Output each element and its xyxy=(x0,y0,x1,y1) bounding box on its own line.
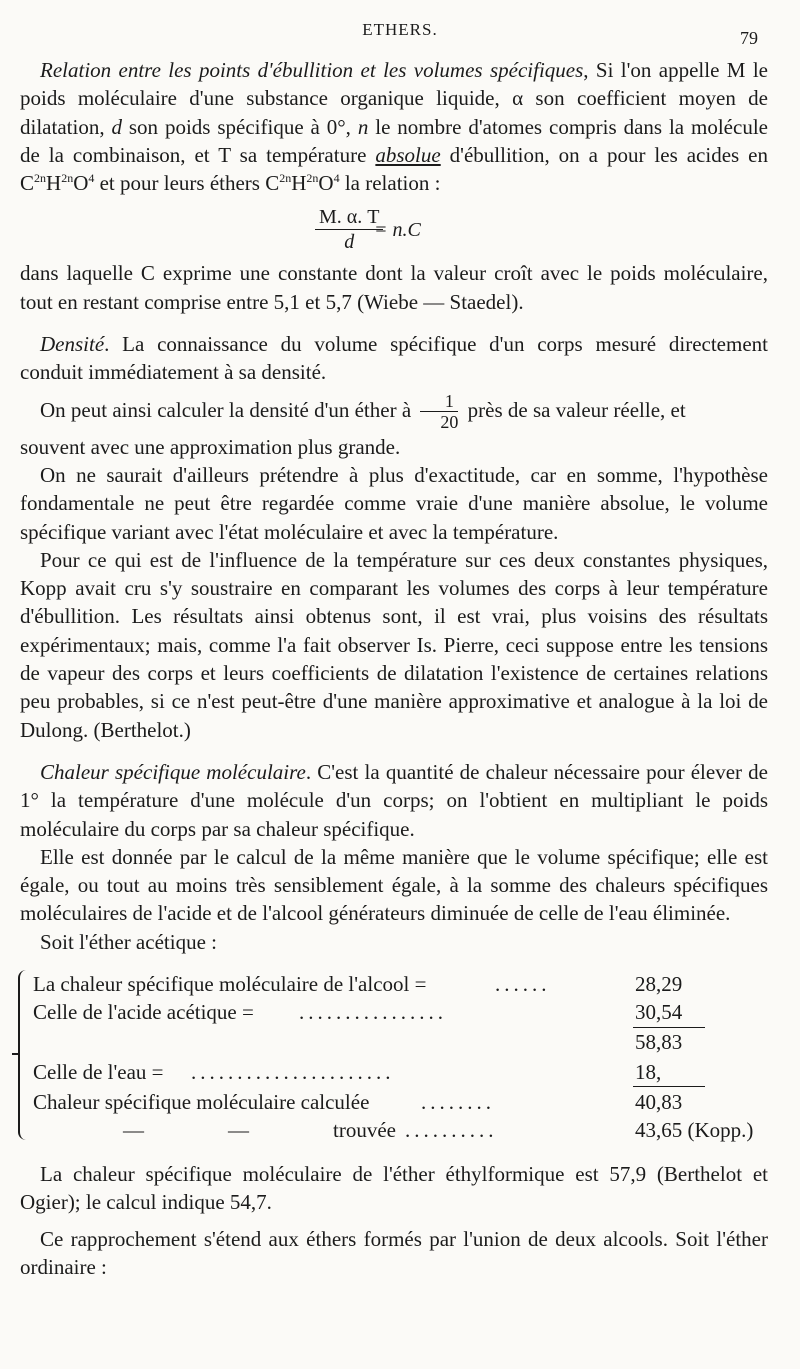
ditto-dash: — xyxy=(228,1118,249,1143)
paragraph-rapprochement: Ce rapprochement s'étend aux éthers formés par l'union de deux alcools. Soit l'éther ordinaire : xyxy=(20,1226,768,1279)
section-title-densite: Densité xyxy=(40,332,105,357)
heat-table xyxy=(20,966,768,1146)
paragraph-ethylformique: La chaleur spécifique moléculaire de l'éther éthylformique est 57,9 (Berthelot et Ogier); le calcul indique 54,7. xyxy=(20,1162,768,1215)
page-header xyxy=(0,20,800,46)
table-row: Chaleur spécifique moléculaire calculée ........ 40,83 xyxy=(33,1090,683,1115)
formula-denominator: d xyxy=(344,231,355,254)
table-row: 58,83 xyxy=(635,1030,683,1055)
paragraph-calcul-chaleur: Elle est donnée par le calcul de la même manière que le volume spécifique; elle est égale, ou tout au moins très sensiblement égale, à la somme des chaleurs spécifiques moléculaires de l'acide et de l'alcool générateurs diminuée de celle de l'eau éliminée. xyxy=(20,844,768,926)
table-row: Celle de l'eau = ...................... 18, xyxy=(33,1060,662,1085)
page-number: 79 xyxy=(740,28,758,48)
brace-tip xyxy=(12,1053,18,1055)
paragraph-calcul-densite: On peut ainsi calculer la densité d'un éther à $\frac{1}{20}$ près de sa valeur réelle, et xyxy=(40,391,686,433)
paragraph-kopp: Pour ce qui est de l'influence de la température sur ces deux constantes physiques, Kopp avait cru s'y soustraire en comparant les volumes des corps à leur température d'ébullition. Les résultats ainsi obtenus sont, il est vrai, plus voisins des résultats expérimentaux; mais, comme l'a fait observer Is. Pierre, ceci suppose entre les tensions de vapeur des corps et leurs coefficients de dilatation l'existence de certaines relations peu probables, si ce n'est peut-être d'une manière approximative et analogue à la loi de Dulong. (Berthelot.) xyxy=(20,547,768,742)
paragraph-relation: Relation entre les points d'ébullition et les volumes spécifiques, Si l'on appelle M le poids moléculaire d'une substance organique liquide, α son coefficient moyen de dilatation, d son poids spécifique à 0°, n le nombre d'atomes compris dans la molécule de la combinaison, et T sa température absolue d'ébullition, on a pour les acides en $C^{2n}H^{2n}O^4$ et pour leurs éthers $C^{2n}H^{2n}O^4$ la relation : xyxy=(20,58,768,196)
paragraph-calcul-continuation: souvent avec une approximation plus grande. xyxy=(20,434,401,459)
sum-line xyxy=(633,1086,705,1087)
paragraph-densite: Densité. La connaissance du volume spécifique d'un corps mesuré directement conduit immédiatement à sa densité. xyxy=(20,332,768,385)
paragraph-exactitude: On ne saurait d'ailleurs prétendre à plus d'exactitude, car en somme, l'hypothèse fondamentale ne peut être regardée comme vraie d'une manière absolue, le volume spécifique variant avec l'état moléculaire et avec la température. xyxy=(20,462,768,544)
section-title-chaleur: Chaleur spécifique moléculaire xyxy=(40,759,306,784)
formula-relation xyxy=(20,197,768,259)
body-text xyxy=(20,56,768,1281)
formula-rhs: = n.C xyxy=(374,219,421,242)
table-row: Celle de l'acide acétique = ................ 30,54 xyxy=(33,1000,683,1025)
inline-fraction: $\frac{1}{20}$ xyxy=(420,391,458,432)
formula-numerator: M. α. T xyxy=(319,206,380,229)
paragraph-constant: dans laquelle C exprime une constante dont la valeur croît avec le poids moléculaire, tout en restant comprise entre 5,1 et 5,7 (Wiebe — Staedel). xyxy=(20,261,768,314)
ditto-dash: — xyxy=(123,1118,144,1143)
running-title: ETHERS. xyxy=(362,20,438,39)
table-row: — — trouvée .......... 43,65 (Kopp.) xyxy=(33,1116,768,1144)
section-title-relation: Relation entre les points d'ébullition et les volumes spécifiques xyxy=(40,58,584,82)
table-row: La chaleur spécifique moléculaire de l'alcool = ...... 28,29 xyxy=(33,972,683,997)
paragraph-chaleur: Chaleur spécifique moléculaire. C'est la quantité de chaleur nécessaire pour élever de 1° la température d'une molécule d'un corps; on l'obtient en multipliant le poids moléculaire du corps par sa chaleur spécifique. xyxy=(20,759,768,841)
paragraph-soit-acetique: Soit l'éther acétique : xyxy=(40,929,217,954)
brace xyxy=(18,970,30,1140)
